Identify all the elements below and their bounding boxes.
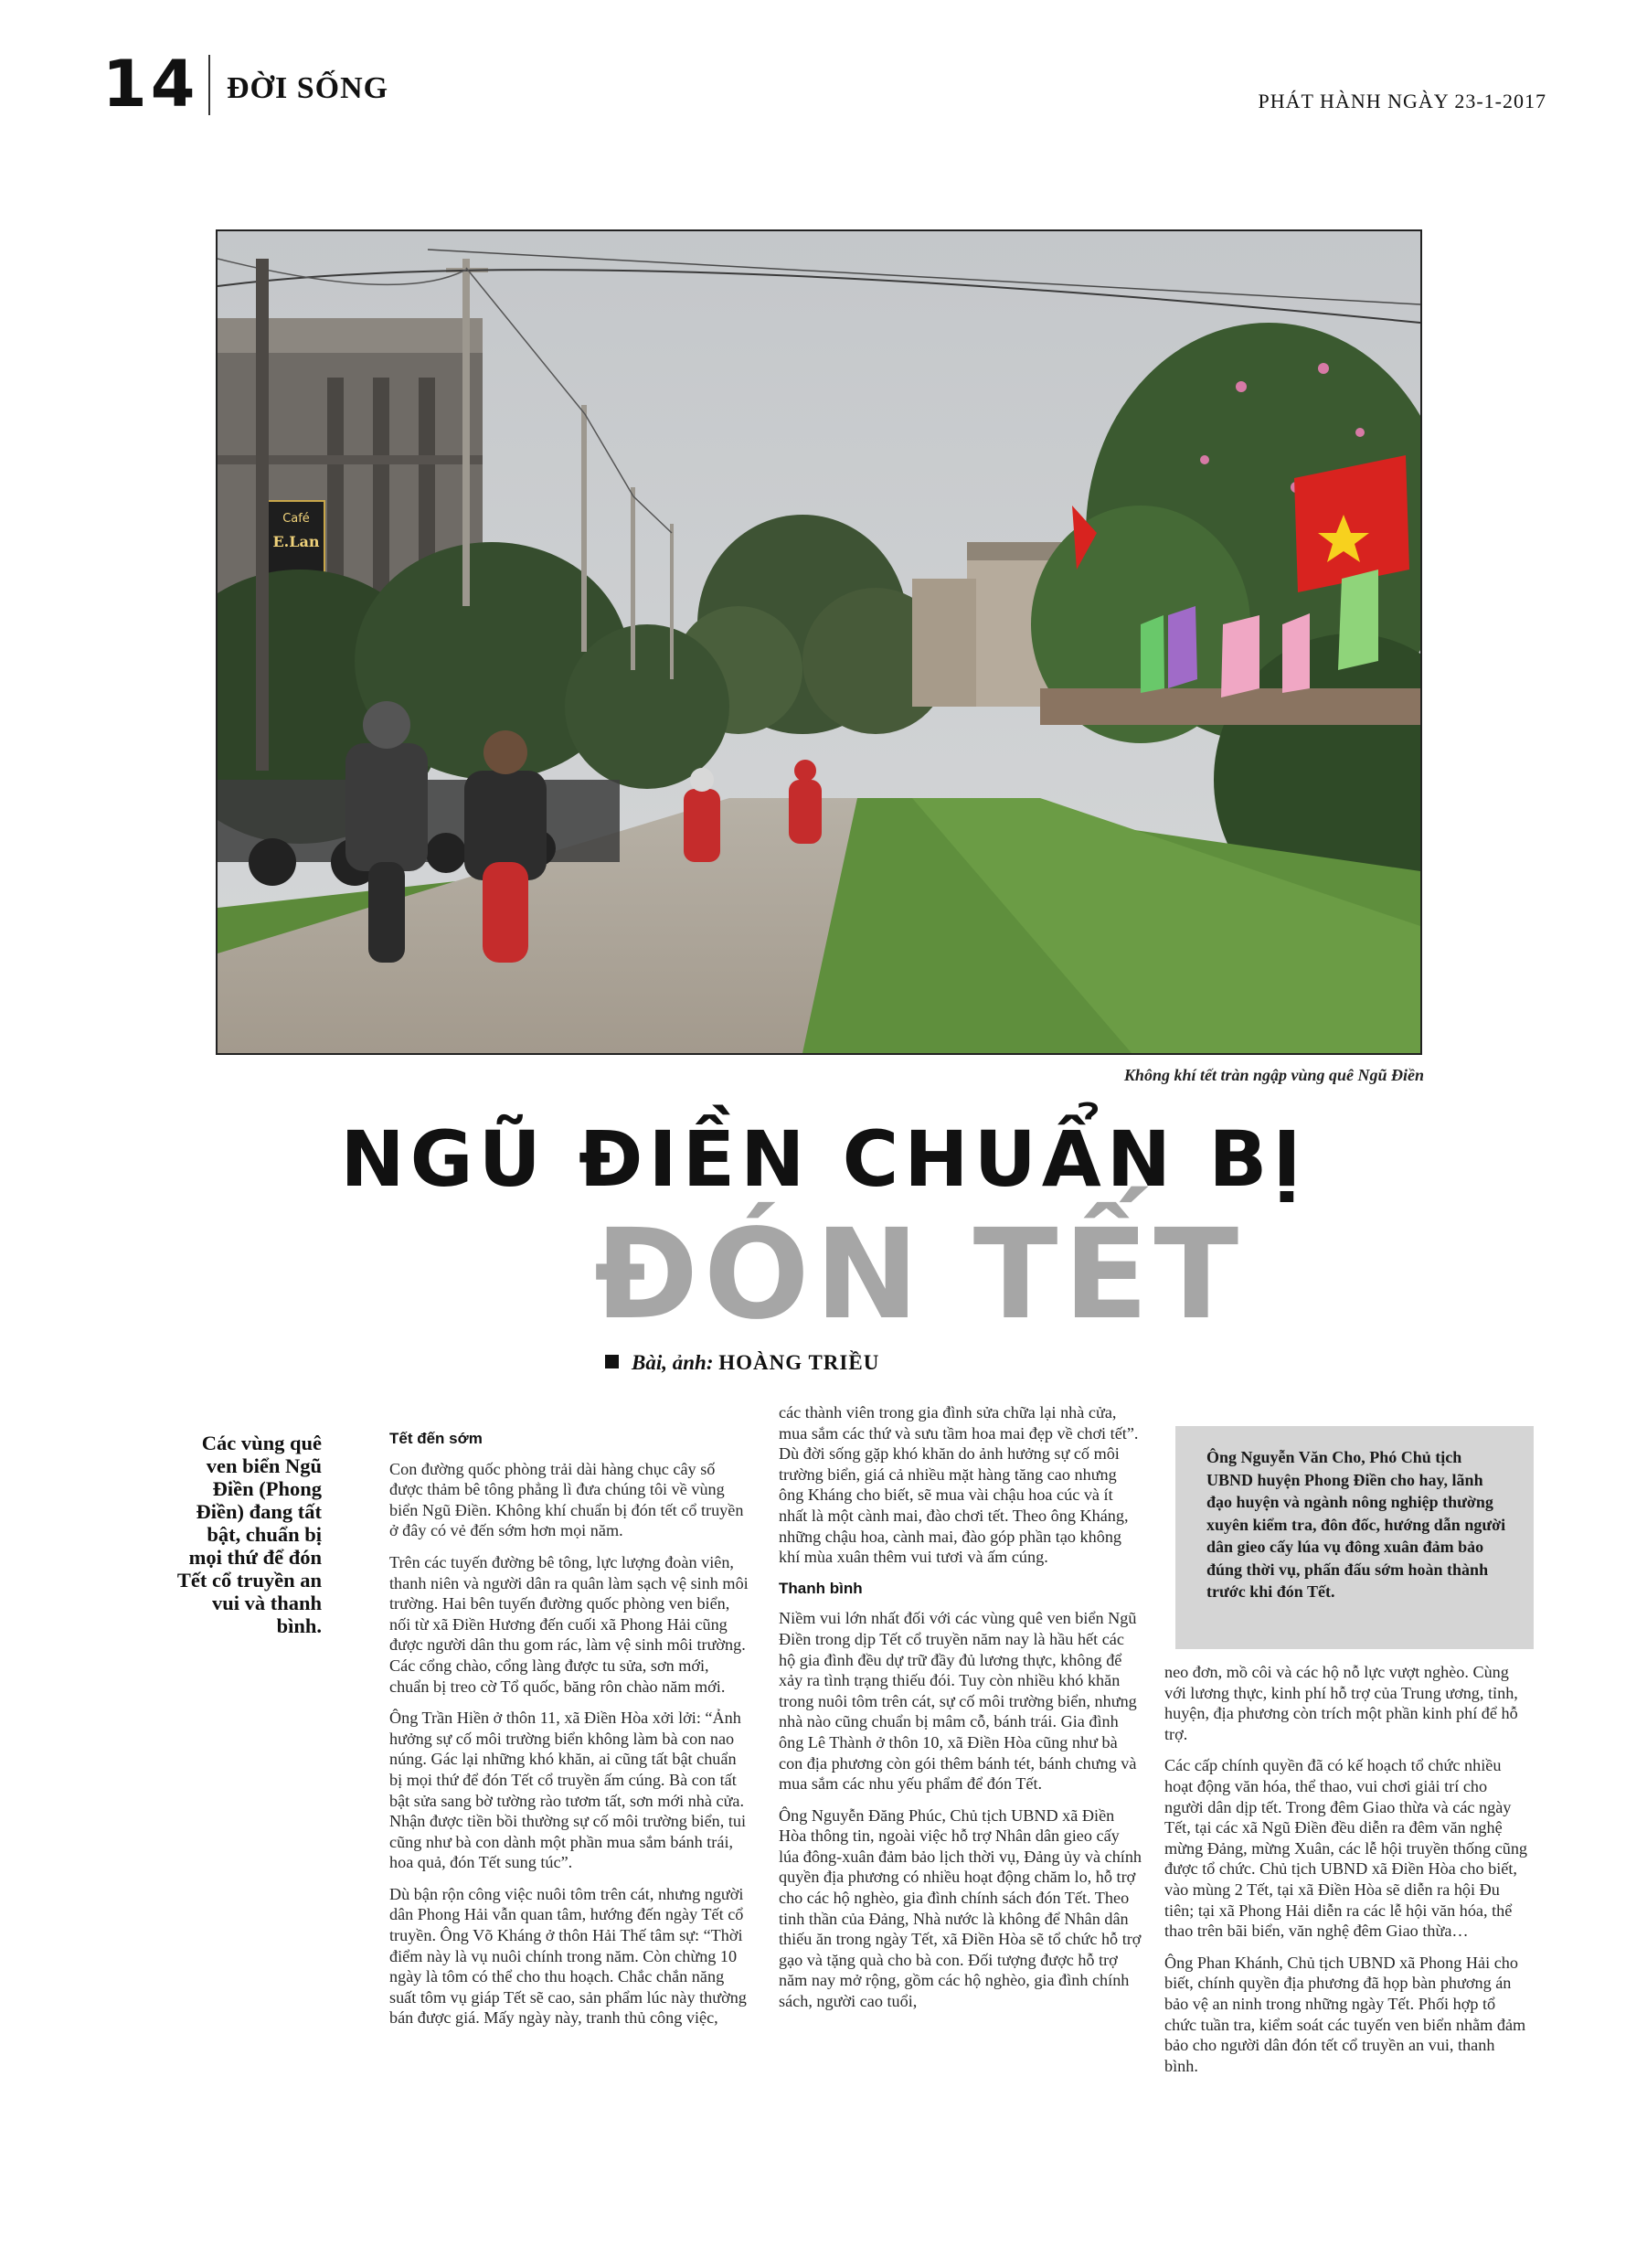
photo-caption: Không khí tết tràn ngập vùng quê Ngũ Điền xyxy=(1123,1066,1424,1084)
byline-author: HOÀNG TRIỀU xyxy=(718,1351,880,1374)
subheading-tet-den-som: Tết đến sớm xyxy=(389,1430,483,1447)
lead-summary: Các vùng quê ven biển Ngũ Điền (Phong Điền) đang tất bật, chuẩn bị mọi thứ để đón Tết cổ truyền an vui và thanh bình. xyxy=(176,1432,322,1637)
header-divider xyxy=(208,55,210,115)
article-column-2 xyxy=(779,1402,1142,2023)
section-name: ĐỜI SỐNG xyxy=(227,71,389,105)
byline-label: Bài, ảnh: xyxy=(632,1351,714,1374)
paragraph: Ông Phan Khánh, Chủ tịch UBND xã Phong Hải cho biết, chính quyền địa phương đã họp bàn phương án bảo vệ an ninh trong những ngày Tết. Phối hợp tổ chức tuần tra, kiểm soát các tuyến ven biển nhằm đảm bảo cho người dân đón tết cổ truyền an vui, thanh bình. xyxy=(1164,1953,1526,2075)
paragraph: các thành viên trong gia đình sửa chữa lại nhà cửa, mua sắm các thứ và sưu tầm hoa mai đẹp về chơi tết”. Dù đời sống gặp khó khăn do ảnh hưởng sự cố môi trường biển, giá cả nhiều mặt hàng tăng cao nhưng ông Kháng cho biết, sẽ mua vài chậu hoa cúc và ít nhất là một cành mai, đào chơi tết. Theo ông Kháng, những chậu hoa, cành mai, đào góp phần tạo không khí mùa xuân thêm vui tươi và ấm cúng. xyxy=(779,1403,1139,1567)
paragraph: Các cấp chính quyền đã có kế hoạch tổ chức nhiều hoạt động văn hóa, thể thao, vui chơi giải trí cho người dân dịp tết. Trong đêm Giao thừa và các ngày Tết, tại các xã Ngũ Điền đều diễn ra đêm văn nghệ mừng Đảng, mừng Xuân, các lễ hội truyền thống cũng được tổ chức. Chủ tịch UBND xã Điền Hòa cho biết, vào mùng 2 Tết, tại xã Điền Hòa sẽ diễn ra hội Đu tiên; tại xã Phong Hải diễn ra các lễ hội văn hóa, thể thao trên bãi biển, văn nghệ đêm Giao thừa… xyxy=(1164,1756,1528,1941)
byline-square-icon xyxy=(605,1355,619,1368)
pullquote-box: Ông Nguyễn Văn Cho, Phó Chủ tịch UBND huyện Phong Điền cho hay, lãnh đạo huyện và ngành nông nghiệp thường xuyên kiểm tra, đôn đốc, hướng dẫn người dân gieo cấy lúa vụ đông xuân đảm bảo đúng thời vụ, phấn đấu sớm hoàn thành trước khi đón Tết. xyxy=(1175,1426,1534,1649)
article-photo xyxy=(216,229,1422,1055)
byline xyxy=(605,1351,879,1375)
page-number: 14 xyxy=(102,47,199,122)
headline-line-1: NGŨ ĐIỀN CHUẨN BỊ xyxy=(340,1114,1307,1204)
headline-line-2: ĐÓN TẾT xyxy=(594,1203,1245,1347)
paragraph: Dù bận rộn công việc nuôi tôm trên cát, nhưng người dân Phong Hải vẫn quan tâm, hướng đến ngày Tết cổ truyền. Ông Võ Kháng ở thôn Hải Thế tâm sự: “Thời điểm này là vụ nuôi chính trong năm. Còn chừng 10 ngày là tôm có thể cho thu hoạch. Chắc chắn năng suất tôm vụ giáp Tết sẽ cao, sản phẩm lúc này thường bán được giá. Mấy ngày này, tranh thủ công việc, xyxy=(389,1884,747,2028)
paragraph: Trên các tuyến đường bê tông, lực lượng đoàn viên, thanh niên và người dân ra quân làm sạch vệ sinh môi trường. Hai bên tuyến đường quốc phòng ven biển, nối từ xã Điền Hương đến cuối xã Phong Hải cũng được người dân thu gom rác, làm vệ sinh môi trường. Các cổng chào, cổng làng được tu sửa, sơn mới, chuẩn bị treo cờ Tổ quốc, băng rôn chào năm mới. xyxy=(389,1552,749,1696)
paragraph: neo đơn, mồ côi và các hộ nỗ lực vượt nghèo. Cùng với lương thực, kinh phí hỗ trợ của Trung ương, tỉnh, huyện, địa phương còn trích một phần kinh phí để hỗ trợ. xyxy=(1164,1663,1518,1743)
article-column-3 xyxy=(1164,1662,1528,2087)
cafe-sign-name: E.Lan xyxy=(272,533,320,550)
cafe-sign-word: Café xyxy=(282,512,310,526)
paragraph: Niềm vui lớn nhất đối với các vùng quê ven biển Ngũ Điền trong dịp Tết cổ truyền năm nay là hầu hết các hộ gia đình đều dự trữ đầy đủ lương thực, không để xảy ra tình trạng thiếu đói. Tuy còn nhiều khó khăn trong nuôi tôm trên cát, sự cố môi trường biển, nhưng nhà nào cũng chuẩn bị mâm cỗ, bánh trái. Gia đình ông Lê Thành ở thôn 10, xã Điền Hòa cũng như bà con địa phương còn gói thêm bánh tét, bánh chưng và mua sắm các nhu yếu phẩm để đón Tết. xyxy=(779,1609,1137,1794)
paragraph: Ông Trần Hiền ở thôn 11, xã Điền Hòa xởi lởi: “Ảnh hưởng sự cố môi trường biển không làm bà con nao núng. Gác lại những khó khăn, ai cũng tất bật chuẩn bị mọi thứ để đón Tết cổ truyền ấm cúng. Bà con tất bật sửa sang bờ tường rào tươm tất, sơn mới nhà cửa. Nhận được tiền bồi thường sự cố môi trường biển, tui cũng như bà con dành một phần mua sắm bánh trái, hoa quả, đón Tết sung túc”. xyxy=(389,1709,747,1872)
paragraph: Con đường quốc phòng trải dài hàng chục cây số được thảm bê tông phẳng lì đưa chúng tôi về vùng biển Ngũ Điền. Không khí chuẩn bị đón tết cổ truyền ở đây có vẻ đến sớm hơn mọi năm. xyxy=(389,1459,744,1540)
article-column-1 xyxy=(389,1429,749,2039)
paragraph: Ông Nguyễn Đăng Phúc, Chủ tịch UBND xã Điền Hòa thông tin, ngoài việc hỗ trợ Nhân dân gieo cấy lúa đông-xuân đảm bảo lịch thời vụ, Đảng ủy và chính quyền địa phương có nhiều hoạt động chăm lo, hỗ trợ cho các hộ nghèo, gia đình chính sách đón Tết. Theo tinh thần của Đảng, Nhà nước là không để Nhân dân thiếu ăn trong ngày Tết, xã Điền Hòa sẽ tổ chức hỗ trợ gạo và tặng quà cho bà con. Đối tượng được hỗ trợ năm nay mở rộng, gồm các hộ nghèo, gia đình chính sách, người cao tuổi, xyxy=(779,1805,1142,2011)
subheading-thanh-binh: Thanh bình xyxy=(779,1579,863,1597)
issue-date: PHÁT HÀNH NGÀY 23-1-2017 xyxy=(1258,90,1546,112)
